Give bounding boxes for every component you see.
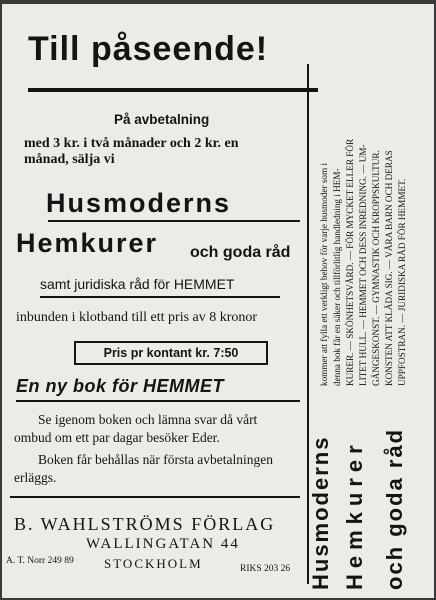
body-line-1: Se igenom boken och lämna svar då vårt	[38, 412, 258, 427]
title-underline	[28, 88, 318, 92]
footer-divider	[10, 496, 300, 498]
side-text-line-4: LITET HULL. — HEMMET OCH DESS INREDNING. — UM-	[358, 144, 368, 386]
side-text-line-2: denna bok får en säker och tillförlitlig handledning i HEM-	[332, 168, 342, 386]
document-page	[2, 4, 434, 598]
offer-heading: På avbetalning	[114, 112, 210, 127]
body-line-3: Boken får behållas när första avbetalningen	[38, 452, 274, 467]
body-line-2: ombud om ett par dagar besöker Eder.	[14, 430, 220, 445]
publisher-phone: A. T. Norr 249 89	[6, 556, 74, 566]
product-title-hemkurer: Hemkurer	[16, 228, 159, 258]
side-title-husmoderns: Husmoderns	[308, 435, 333, 590]
side-text-line-3: KURER. — SKÖNHETSVÅRD. — FÖR MYCKET ELLER FÖR	[345, 138, 355, 386]
product-subtitle: samt juridiska råd för HEMMET	[40, 276, 235, 292]
side-title-hemkurer: Hemkurer	[342, 439, 367, 590]
offer-line-1: med 3 kr. i två månader och 2 kr. en	[24, 136, 239, 151]
publisher-street: WALLINGATAN 44	[86, 536, 240, 552]
side-text-line-1: kommer att fylla ett verkligt behov för varje husmoder som i	[319, 163, 329, 386]
side-title-och-goda-rad: och goda råd	[382, 427, 407, 590]
offer-line-2: månad, sälja vi	[24, 152, 115, 167]
side-text-line-7: UPPFOSTRAN. — JURIDISKA RÅD FÖR HEMMET.	[397, 178, 407, 386]
product-title-husmoderns: Husmoderns	[46, 188, 232, 218]
side-text-line-6: KONSTEN ATT KLÄDA SIG. — VÅRA BARN OCH DERAS	[384, 150, 394, 386]
subtitle-underline	[40, 296, 280, 298]
tagline: En ny bok för HEMMET	[16, 376, 224, 396]
side-text-line-5: GÄNGESKONST. — GYMNASTIK OCH KROPPSKULTUR.	[371, 150, 381, 386]
product-title-suffix: och goda råd	[190, 244, 291, 261]
binding-price-text: inbunden i klotband till ett pris av 8 kronor	[16, 310, 258, 325]
publisher-name: B. WAHLSTRÖMS FÖRLAG	[14, 514, 276, 534]
page-title: Till påseende!	[28, 30, 269, 68]
body-line-4: erläggs.	[14, 470, 57, 485]
cash-price-box: Pris pr kontant kr. 7:50	[74, 341, 268, 365]
publisher-riks: RIKS 203 26	[240, 564, 291, 574]
product-divider	[48, 220, 300, 222]
publisher-city: STOCKHOLM	[104, 556, 203, 571]
tagline-underline	[16, 400, 300, 402]
